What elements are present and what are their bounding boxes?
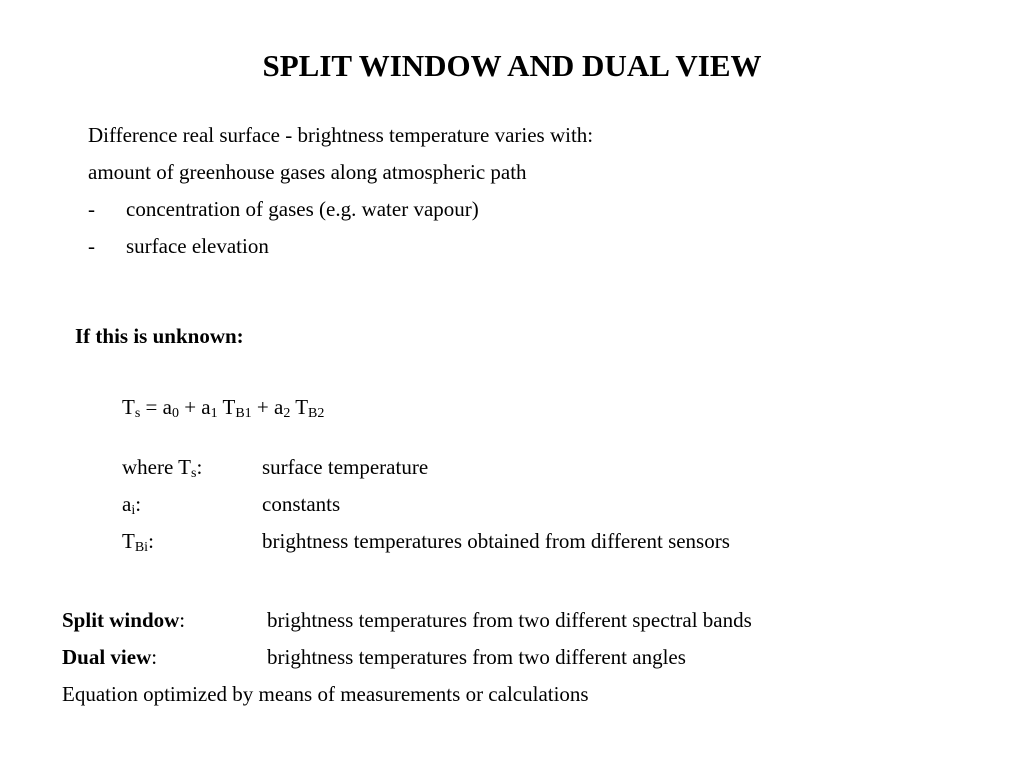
bullet-item — [88, 195, 479, 223]
bullet-dash: - — [88, 234, 95, 258]
intro-line-2: amount of greenhouse gases along atmospheric path — [88, 160, 527, 184]
eq-tb2: T — [290, 395, 309, 419]
definition-row — [122, 453, 882, 481]
unknown-heading: If this is unknown: — [75, 324, 244, 348]
intro-line-1: Difference real surface - brightness temperature varies with: — [88, 123, 594, 147]
definition-term: where $T_s$: — [122, 455, 203, 481]
eq-ts: T — [122, 395, 135, 419]
bullet-dash: - — [88, 197, 95, 221]
eq-tb1-sub: B1 — [235, 406, 252, 421]
eq-equals: = a — [140, 395, 172, 419]
equation — [122, 393, 324, 421]
eq-a2-sub: 2 — [283, 406, 291, 421]
bullet-text: surface elevation — [126, 234, 269, 258]
eq-tb1: T — [217, 395, 236, 419]
definitions-list — [122, 453, 882, 573]
definition-term: $a_i$: — [122, 492, 142, 518]
bullet-text: concentration of gases (e.g. water vapour) — [126, 197, 479, 221]
eq-tb2-sub: B2 — [308, 406, 325, 421]
eq-plus-1: + a — [178, 395, 211, 419]
definition-text: constants — [262, 492, 341, 516]
method-definition: brightness temperatures from two different spectral bands — [267, 608, 752, 632]
eq-a0-sub: 0 — [171, 406, 179, 421]
method-row — [62, 606, 882, 634]
definition-text: brightness temperatures obtained from different sensors — [262, 529, 730, 553]
eq-plus-2: + a — [251, 395, 284, 419]
slide-title: SPLIT WINDOW AND DUAL VIEW — [262, 48, 762, 83]
method-term: Split window: — [62, 608, 186, 632]
eq-ts-sub: s — [134, 406, 141, 421]
method-term: Dual view: — [62, 645, 158, 669]
definition-row — [122, 490, 882, 518]
definition-term: $T_{Bi}$: — [122, 529, 154, 555]
method-row — [62, 643, 882, 671]
eq-a1-sub: 1 — [210, 406, 218, 421]
definition-row — [122, 527, 882, 555]
closing-line: Equation optimized by means of measurements or calculations — [62, 682, 589, 706]
bullet-item — [88, 232, 269, 260]
definition-text: surface temperature — [262, 455, 429, 479]
method-definition: brightness temperatures from two different angles — [267, 645, 686, 669]
